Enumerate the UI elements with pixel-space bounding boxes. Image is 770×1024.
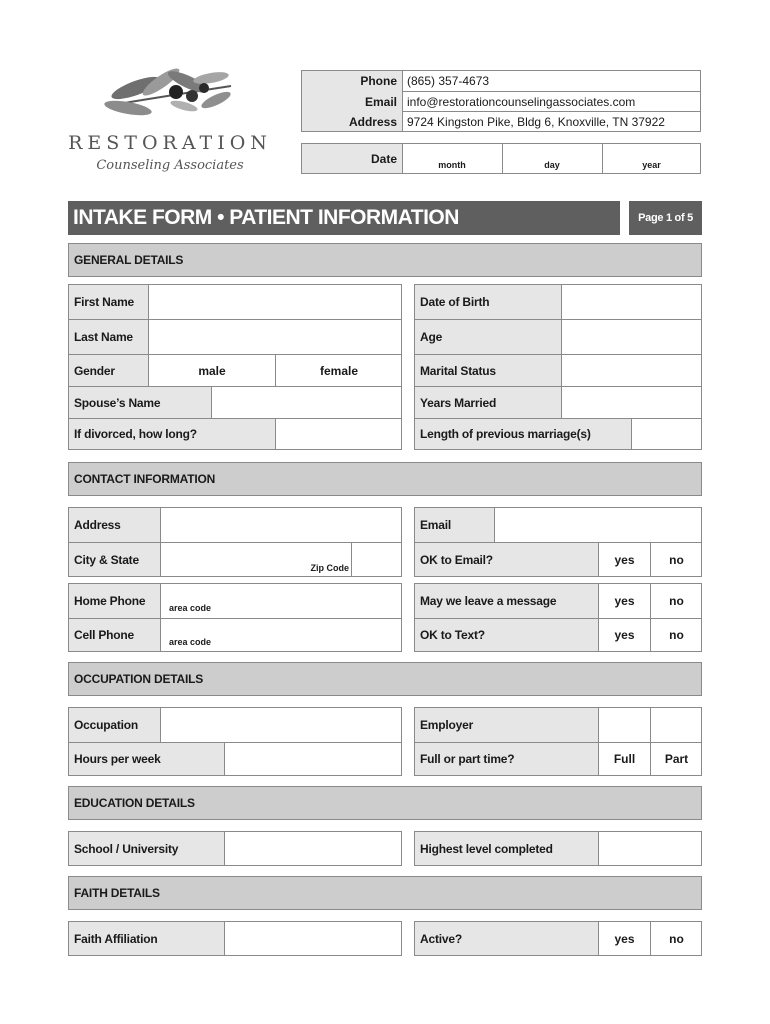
address-value: 9724 Kingston Pike, Bldg 6, Knoxville, TN 37922 — [407, 115, 665, 129]
contact-header — [301, 70, 701, 132]
faith-left-group — [68, 921, 402, 956]
ok-text-label: OK to Text? — [415, 619, 598, 651]
ok-text-no[interactable]: no — [669, 628, 684, 642]
years-married-label: Years Married — [415, 387, 561, 418]
last-name-label: Last Name — [69, 320, 148, 354]
section-faith: FAITH DETAILS — [68, 876, 702, 910]
education-right-group — [414, 831, 702, 866]
full-time-option[interactable]: Full — [613, 752, 636, 766]
years-married-input[interactable] — [562, 387, 701, 418]
marital-status-label: Marital Status — [415, 355, 561, 386]
address-field-label: Address — [69, 508, 160, 542]
form-title: INTAKE FORM • PATIENT INFORMATION — [68, 201, 620, 235]
employer-input-2[interactable] — [651, 708, 702, 742]
prev-marriage-input[interactable] — [632, 419, 701, 449]
hours-label: Hours per week — [69, 743, 224, 775]
logo — [66, 66, 276, 182]
spouse-name-input[interactable] — [212, 387, 402, 418]
section-contact: CONTACT INFORMATION — [68, 462, 702, 496]
contact-left-group — [68, 507, 402, 577]
olive-branch-icon — [66, 66, 276, 128]
date-label: Date — [370, 152, 397, 166]
divorced-input[interactable] — [276, 419, 402, 449]
email-input[interactable] — [495, 508, 701, 542]
general-right-group — [414, 284, 702, 450]
divorced-label: If divorced, how long? — [69, 419, 275, 449]
general-left-group — [68, 284, 402, 450]
phone-label: Phone — [360, 74, 397, 88]
message-group — [414, 583, 702, 652]
active-label: Active? — [415, 922, 598, 955]
prev-marriage-label: Length of previous marriage(s) — [415, 419, 631, 449]
faith-affiliation-input[interactable] — [225, 922, 401, 955]
city-state-label: City & State — [69, 543, 160, 576]
section-education: EDUCATION DETAILS — [68, 786, 702, 820]
dob-label: Date of Birth — [415, 285, 561, 319]
dob-input[interactable] — [562, 285, 701, 319]
part-time-option[interactable]: Part — [664, 752, 689, 766]
gender-male-option[interactable]: male — [198, 363, 226, 378]
highest-level-input[interactable] — [599, 832, 701, 865]
occupation-left-group — [68, 707, 402, 776]
logo-name: RESTORATION — [68, 132, 272, 154]
employer-input[interactable] — [599, 708, 650, 742]
section-occupation: OCCUPATION DETAILS — [68, 662, 702, 696]
phone-value: (865) 357-4673 — [407, 74, 490, 88]
last-name-input[interactable] — [149, 320, 401, 354]
ok-email-label: OK to Email? — [415, 543, 598, 576]
occupation-label: Occupation — [69, 708, 160, 742]
faith-right-group — [414, 921, 702, 956]
page-indicator: Page 1 of 5 — [629, 201, 702, 235]
occupation-input[interactable] — [161, 708, 401, 742]
logo-tagline: Counseling Associates — [96, 158, 244, 173]
active-no[interactable]: no — [669, 931, 684, 946]
cell-area-code-label: area code — [169, 637, 212, 647]
spouse-name-label: Spouse’s Name — [69, 387, 211, 418]
gender-female-option[interactable]: female — [319, 363, 359, 378]
hours-input[interactable] — [225, 743, 401, 775]
email-value: info@restorationcounselingassociates.com — [407, 95, 636, 109]
first-name-input[interactable] — [149, 285, 401, 319]
ok-email-yes[interactable]: yes — [614, 552, 635, 567]
age-input[interactable] — [562, 320, 701, 354]
leave-message-yes[interactable]: yes — [614, 594, 635, 608]
education-left-group — [68, 831, 402, 866]
occupation-right-group — [414, 707, 702, 776]
leave-message-label: May we leave a message — [415, 584, 598, 618]
cell-phone-label: Cell Phone — [69, 619, 160, 651]
zip-code-input[interactable] — [352, 543, 401, 576]
date-field — [301, 143, 701, 174]
contact-right-group — [414, 507, 702, 577]
home-area-code-label: area code — [169, 603, 212, 613]
full-part-label: Full or part time? — [415, 743, 598, 775]
leave-message-no[interactable]: no — [669, 594, 684, 608]
email-field-label: Email — [415, 508, 494, 542]
email-label: Email — [364, 95, 397, 109]
first-name-label: First Name — [69, 285, 148, 319]
active-yes[interactable]: yes — [614, 931, 635, 946]
employer-label: Employer — [415, 708, 598, 742]
ok-email-no[interactable]: no — [669, 552, 684, 567]
school-label: School / University — [69, 832, 224, 865]
date-month-input[interactable]: month — [438, 160, 466, 170]
section-general: GENERAL DETAILS — [68, 243, 702, 277]
ok-text-yes[interactable]: yes — [614, 628, 635, 642]
zip-code-label: Zip Code — [310, 563, 349, 573]
home-phone-label: Home Phone — [69, 584, 160, 618]
date-year-input[interactable]: year — [642, 160, 661, 170]
faith-affiliation-label: Faith Affiliation — [69, 922, 224, 955]
gender-label: Gender — [69, 355, 148, 386]
phones-group — [68, 583, 402, 652]
address-label: Address — [348, 115, 397, 129]
age-label: Age — [415, 320, 561, 354]
marital-status-input[interactable] — [562, 355, 701, 386]
school-input[interactable] — [225, 832, 401, 865]
date-day-input[interactable]: day — [544, 160, 560, 170]
highest-level-label: Highest level completed — [415, 832, 598, 865]
address-input[interactable] — [161, 508, 401, 542]
